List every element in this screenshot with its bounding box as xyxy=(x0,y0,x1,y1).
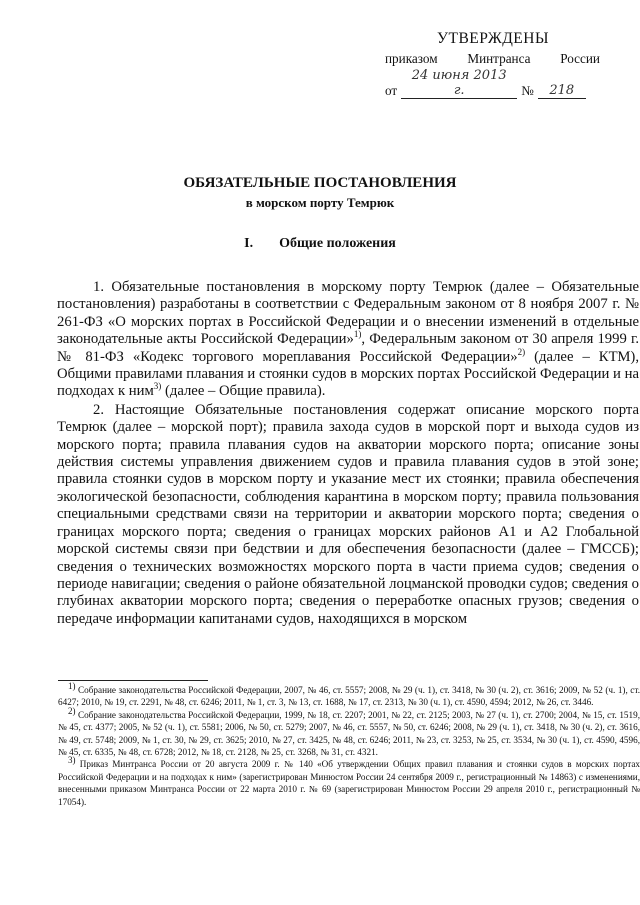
section-heading xyxy=(0,236,640,252)
paragraph-1-text-b: , Федеральным законом от 30 апреля 1999 г. № 81-ФЗ «Кодекс торгового мореплавания Российской Федерации» xyxy=(57,331,639,365)
footnote-1-text: Собрание законодательства Российской Федерации, 2007, № 46, ст. 5557; 2008, № 29 (ч. 1), ст. 3418, № 30 (ч. 2), ст. 3616; 2009, № 52 (ч. 1), ст. 6427; 2010, № 19, ст. 2291, № 48, ст. 6246; 2011, № 1, ст. 3, № 13, ст. 1688, № 17, ст. 2313, № 30 (ч. 1), ст. 4590, 4594; 2012, № 26, ст. 3446. xyxy=(58,685,640,708)
footnote-3-mark: 3) xyxy=(68,755,76,766)
footnote-1 xyxy=(58,680,640,709)
paragraph-2: 2. Настоящие Обязательные постановления содержат описание морского порта Темрюк (далее – морской порт); правила захода судов в морской порт и выхода судов из морского порта; правила плавания судов на акватории морского порта; описание зоны действия системы управления движением судов и правила плавания судов в этой зоне; правила стоянки судов в морском порту и указание мест их стоянки; правила обеспечения экологической безопасности, соблюдения карантина в морском порту; правила пользования специальными средствами связи на территории и акватории морского порта; сведения о границах морского порта; сведения о границах морских районов А1 и А2 Глобальной морской системы связи при бедствии и для обеспечения безопасности (далее – ГМССБ); сведения о технических возможностях морского порта в части приема судов; сведения о периоде навигации; сведения о районе обязательной лоцманской проводки судов; сведения о глубинах акватории морского порта; сведения о переработке опасных грузов; сведения о передаче информации капитанами судов, находящихся в морском xyxy=(57,401,639,627)
number-label: № xyxy=(521,83,534,98)
footnote-2 xyxy=(58,705,640,759)
footnote-3-text: Приказ Минтранса России от 20 августа 2009 г. № 140 «Об утверждении Общих правил плавания и стоянки судов в морских портах Российской Федерации и на подходах к ним» (зарегистрирован Минюстом России 24 сентября 2009 г., регистрационный № 14863) с изменениями, внесенными приказом Минтранса России от 22 марта 2010 г. № 69 (зарегистрирован Минюстом России 29 апреля 2010 г., регистрационный № 17054). xyxy=(58,759,640,807)
document-title: ОБЯЗАТЕЛЬНЫЕ ПОСТАНОВЛЕНИЯ xyxy=(183,175,457,191)
approval-title: УТВЕРЖДЕНЫ xyxy=(437,30,549,47)
section-title: Общие положения xyxy=(279,236,396,251)
paragraph-1-text-c: (далее – КТМ), Общими правилами плавания и стоянки судов в морских портах Российской Федерации и на подходах к ним xyxy=(57,348,639,400)
approval-date-line xyxy=(385,68,600,99)
handwritten-date: 24 июня 2013 г. xyxy=(401,68,517,99)
section-number: I. xyxy=(244,236,254,251)
footnote-ref-2: 2) xyxy=(517,346,526,357)
document-subtitle: в морском порту Темрюк xyxy=(245,195,395,210)
footnotes xyxy=(58,680,640,808)
footnote-ref-3: 3) xyxy=(153,381,162,392)
handwritten-number: 218 xyxy=(538,83,586,99)
approval-stamp xyxy=(385,30,600,99)
footnote-1-mark: 1) xyxy=(68,680,76,691)
document-body xyxy=(57,279,639,628)
ministry-name: Минтранса xyxy=(467,51,531,66)
paragraph-1-text-a: 1. Обязательные постановления в морскому порту Темрюк (далее – Обязательные постановления) разработаны в соответствии с Федеральным законом от 8 ноября 2007 г. № 261-ФЗ «О морских портах в Российской Федерации и о внесении изменений в отдельные законодательные акты Российской Федерации» xyxy=(57,279,639,348)
footnote-2-mark: 2) xyxy=(68,705,76,716)
paragraph-1-text-d: (далее – Общие правила). xyxy=(161,383,326,400)
approval-order-line xyxy=(385,50,600,67)
footnote-2-text: Собрание законодательства Российской Федерации, 1999, № 18, ст. 2207; 2001, № 22, ст. 2125; 2003, № 27 (ч. 1), ст. 2700; 2004, № 15, ст. 1519, № 45, ст. 4377; 2005, № 52 (ч. 1), ст. 5581; 2006, № 50, ст. 5279; 2007, № 46, ст. 5557, № 50, ст. 6246; 2008, № 29 (ч. 1), ст. 3418, № 30 (ч. 2), ст. 3616, № 49, ст. 5748; 2009, № 1, ст. 30, № 29, ст. 3625; 2010, № 27, ст. 3425, № 48, ст. 6246; 2011, № 23, ст. 3253, № 25, ст. 3534, № 30 (ч. 1), ст. 4590, 4596, № 45, ст. 6335, № 48, ст. 6728; 2012, № 18, ст. 2128, № 25, ст. 3268, № 31, ст. 4321. xyxy=(58,709,640,758)
country-name: России xyxy=(560,51,600,66)
footnote-divider xyxy=(58,680,208,681)
paragraph-1 xyxy=(57,279,639,401)
footnote-3 xyxy=(58,755,640,808)
footnote-ref-1: 1) xyxy=(353,329,362,340)
order-word: приказом xyxy=(385,51,438,66)
date-prefix: от xyxy=(385,83,398,98)
